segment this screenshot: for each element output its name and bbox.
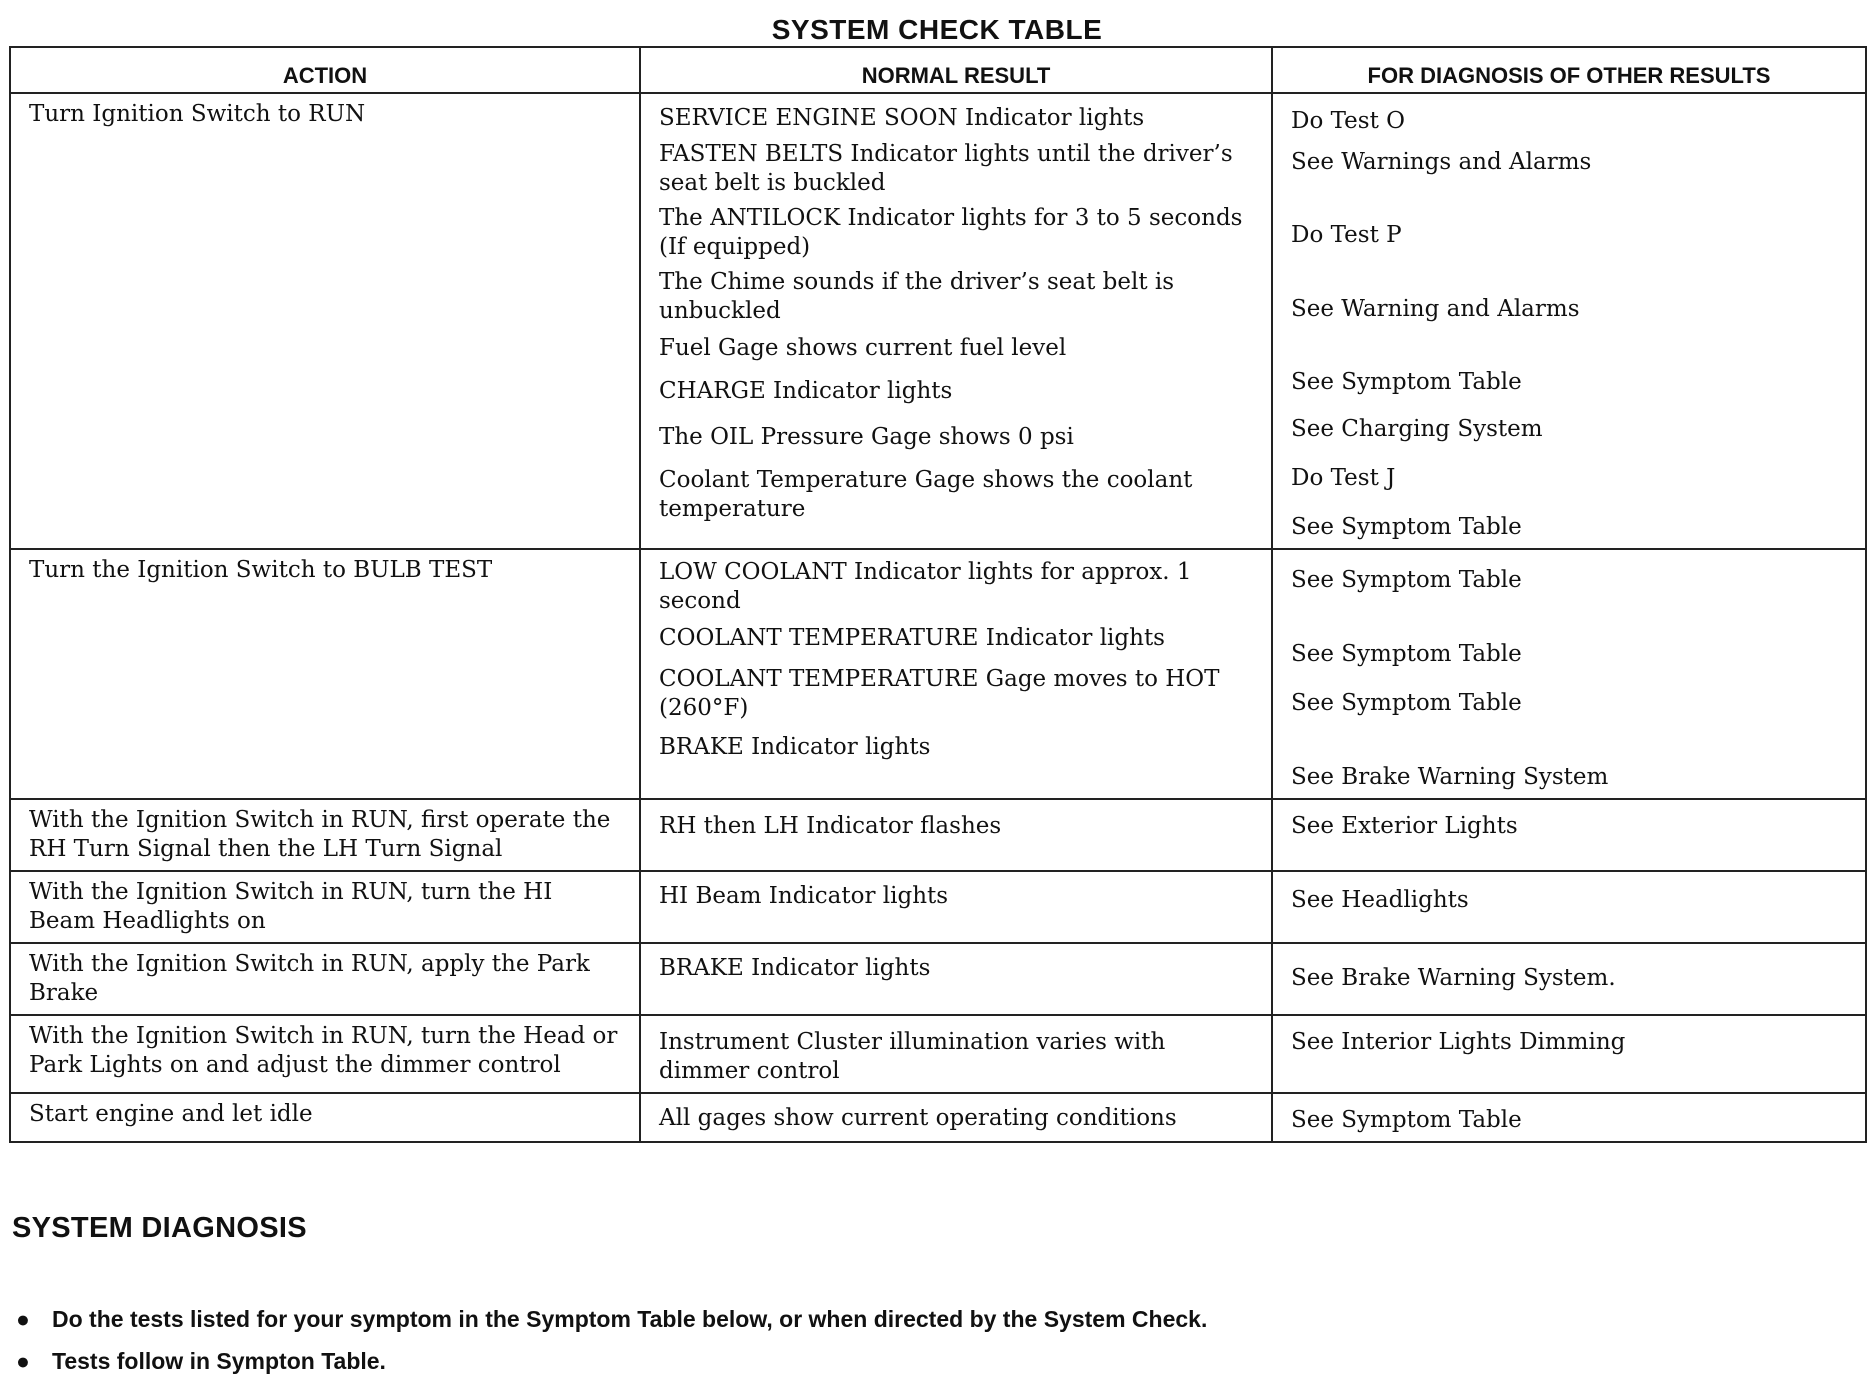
result-line: The OIL Pressure Gage shows 0 psi [659, 424, 1074, 450]
action-cell: Start engine and let idle [10, 1093, 640, 1142]
header-normal-result: NORMAL RESULT [640, 47, 1272, 93]
list-item-text: Do the tests listed for your symptom in the Symptom Table below, or when directed by the System Check. [52, 1306, 1208, 1332]
diagnosis-line: See Symptom Table [1291, 567, 1522, 593]
diagnosis-cell [1272, 871, 1866, 943]
table-row [10, 943, 1866, 1015]
bullet-icon: ● [16, 1306, 30, 1332]
result-line: FASTEN BELTS Indicator lights until the driver’s seat belt is buckled [659, 141, 1233, 196]
table-row [10, 799, 1866, 871]
result-line: The Chime sounds if the driver’s seat belt is unbuckled [659, 269, 1175, 324]
action-cell: Turn the Ignition Switch to BULB TEST [10, 549, 640, 799]
result-cell [640, 1015, 1272, 1093]
table-header-row [10, 47, 1866, 93]
diagnosis-line: See Warnings and Alarms [1291, 149, 1592, 175]
result-cell [640, 93, 1272, 549]
diagnosis-line: See Headlights [1291, 887, 1469, 913]
result-line: LOW COOLANT Indicator lights for approx. 1 second [659, 559, 1192, 614]
result-line: BRAKE Indicator lights [659, 955, 931, 981]
result-line: COOLANT TEMPERATURE Indicator lights [659, 625, 1165, 651]
page-title: SYSTEM CHECK TABLE [771, 14, 1103, 45]
diagnosis-cell [1272, 549, 1866, 799]
diagnosis-line: See Charging System [1291, 416, 1543, 442]
result-cell [640, 943, 1272, 1015]
result-line: HI Beam Indicator lights [659, 883, 949, 909]
result-cell [640, 1093, 1272, 1142]
diagnosis-line: See Interior Lights Dimming [1291, 1029, 1626, 1055]
result-line: Instrument Cluster illumination varies with dimmer control [659, 1029, 1166, 1084]
bullet-icon: ● [16, 1348, 30, 1374]
diagnosis-line: See Warning and Alarms [1291, 296, 1580, 322]
diagnosis-line: See Exterior Lights [1291, 813, 1518, 839]
table-row [10, 1093, 1866, 1142]
diagnosis-cell [1272, 1015, 1866, 1093]
table-row [10, 93, 1866, 549]
diagnosis-line: Do Test J [1291, 465, 1396, 491]
system-diagnosis-heading: SYSTEM DIAGNOSIS [12, 1212, 307, 1244]
result-cell [640, 549, 1272, 799]
diagnosis-line: Do Test P [1291, 222, 1402, 248]
action-cell: With the Ignition Switch in RUN, turn the HI Beam Headlights on [10, 871, 640, 943]
result-line: Coolant Temperature Gage shows the coolant temperature [659, 467, 1193, 522]
diagnosis-line: See Symptom Table [1291, 514, 1522, 540]
result-line: CHARGE Indicator lights [659, 378, 953, 404]
result-line: Fuel Gage shows current fuel level [659, 335, 1067, 361]
action-cell: With the Ignition Switch in RUN, apply the Park Brake [10, 943, 640, 1015]
diagnosis-cell [1272, 943, 1866, 1015]
result-line: COOLANT TEMPERATURE Gage moves to HOT (260°F) [659, 666, 1220, 721]
result-cell [640, 799, 1272, 871]
table-row [10, 1015, 1866, 1093]
result-cell [640, 871, 1272, 943]
list-item [12, 1298, 1207, 1340]
result-line: BRAKE Indicator lights [659, 734, 931, 760]
table-row [10, 871, 1866, 943]
diagnosis-line: See Symptom Table [1291, 369, 1522, 395]
diagnosis-line: See Symptom Table [1291, 690, 1522, 716]
diagnosis-cell [1272, 1093, 1866, 1142]
diagnosis-line: See Brake Warning System. [1291, 965, 1616, 991]
action-cell: With the Ignition Switch in RUN, first operate the RH Turn Signal then the LH Turn Signal [10, 799, 640, 871]
diagnosis-line: See Symptom Table [1291, 641, 1522, 667]
action-cell: Turn Ignition Switch to RUN [10, 93, 640, 549]
diagnosis-cell [1272, 93, 1866, 549]
result-line: RH then LH Indicator flashes [659, 813, 1002, 839]
list-item-text: Tests follow in Sympton Table. [52, 1348, 386, 1374]
header-diagnosis: FOR DIAGNOSIS OF OTHER RESULTS [1272, 47, 1866, 93]
system-check-table [9, 46, 1867, 1143]
table-row [10, 549, 1866, 799]
diagnosis-line: See Brake Warning System [1291, 764, 1609, 790]
diagnosis-list [12, 1298, 1207, 1382]
diagnosis-cell [1272, 799, 1866, 871]
diagnosis-line: See Symptom Table [1291, 1107, 1522, 1133]
diagnosis-line: Do Test O [1291, 108, 1405, 134]
result-line: SERVICE ENGINE SOON Indicator lights [659, 105, 1145, 131]
header-action: ACTION [10, 47, 640, 93]
action-cell: With the Ignition Switch in RUN, turn the Head or Park Lights on and adjust the dimmer control [10, 1015, 640, 1093]
result-line: All gages show current operating conditions [659, 1105, 1177, 1131]
result-line: The ANTILOCK Indicator lights for 3 to 5 seconds (If equipped) [659, 205, 1243, 260]
